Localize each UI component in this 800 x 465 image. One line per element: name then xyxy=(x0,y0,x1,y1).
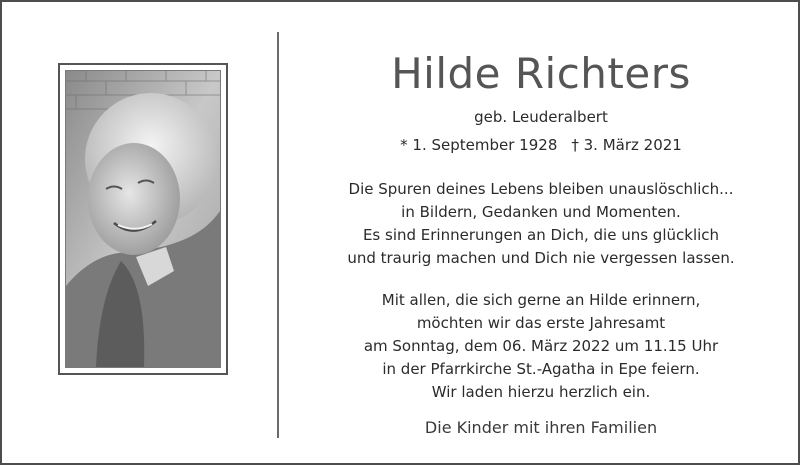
invitation-line: am Sonntag, dem 06. März 2022 um 11.15 Uhr xyxy=(363,337,719,355)
poem-line: und traurig machen und Dich nie vergessen lassen. xyxy=(347,249,735,267)
invitation-line: möchten wir das erste Jahresamt xyxy=(416,314,666,332)
poem-line: Es sind Erinnerungen an Dich, die uns glücklich xyxy=(362,226,720,244)
birth-date: * 1. September 1928 xyxy=(400,136,558,154)
portrait-photo-icon xyxy=(65,70,221,368)
death-date: † 3. März 2021 xyxy=(571,136,682,154)
memorial-poem xyxy=(302,178,780,270)
maiden-name: geb. Leuderalbert xyxy=(474,108,608,126)
life-dates xyxy=(302,134,780,156)
deceased-name: Hilde Richters xyxy=(391,49,691,98)
poem-line: Die Spuren deines Lebens bleiben unauslöschlich... xyxy=(348,180,734,198)
family-signature: Die Kinder mit ihren Familien xyxy=(424,418,658,437)
invitation-text xyxy=(302,289,780,404)
poem-line: in Bildern, Gedanken und Momenten. xyxy=(401,203,681,221)
invitation-line: in der Pfarrkirche St.-Agatha in Epe feiern. xyxy=(382,360,700,378)
vertical-divider xyxy=(277,32,279,438)
invitation-line: Wir laden hierzu herzlich ein. xyxy=(431,383,651,401)
photo-frame xyxy=(58,63,228,375)
invitation-line: Mit allen, die sich gerne an Hilde erinnern, xyxy=(381,291,701,309)
